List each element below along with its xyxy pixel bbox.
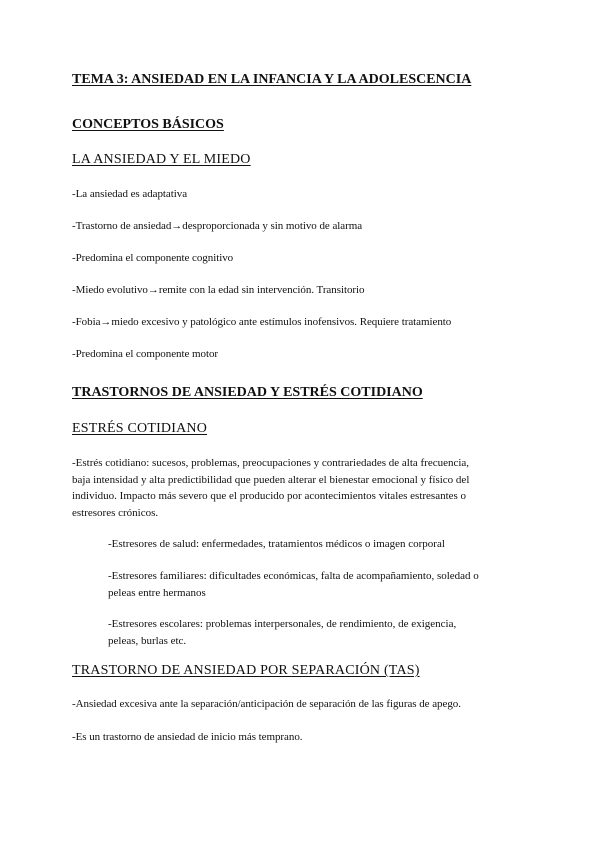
list-item: -Predomina el componente cognitivo	[72, 252, 234, 264]
paragraph-line: estresores crónicos.	[72, 506, 159, 519]
list-item: -La ansiedad es adaptativa	[72, 188, 188, 200]
list-item: -Es un trastorno de ansiedad de inicio más temprano.	[72, 731, 303, 743]
list-item: -Predomina el componente motor	[72, 348, 219, 360]
list-item: -Miedo evolutivo→remite con la edad sin intervención. Transitorio	[72, 284, 365, 296]
paragraph-line: -Estresores de salud: enfermedades, tratamientos médicos o imagen corporal	[108, 538, 445, 550]
list-item: -Trastorno de ansiedad→desproporcionada y sin motivo de alarma	[72, 220, 363, 232]
section-heading-conceptos: CONCEPTOS BÁSICOS	[72, 117, 224, 132]
paragraph-line: -Estresores familiares: dificultades económicas, falta de acompañamiento, soledad o	[108, 570, 479, 582]
paragraph-line: baja intensidad y alta predictibilidad que pueden alterar el bienestar emocional y físico del	[72, 473, 470, 486]
paragraph-line: peleas, burlas etc.	[108, 634, 187, 647]
paragraph-line: -Estrés cotidiano: sucesos, problemas, preocupaciones y contrariedades de alta frecuencia,	[72, 457, 470, 469]
paragraph-line: individuo. Impacto más severo que el producido por acontecimientos vitales estresantes o	[72, 490, 467, 502]
stressor-item-salud	[108, 536, 445, 553]
paragraph-line: peleas entre hermanos	[108, 586, 206, 599]
section-heading-trastornos: TRASTORNOS DE ANSIEDAD Y ESTRÉS COTIDIANO	[72, 385, 423, 400]
stressor-item-escolares	[108, 616, 456, 649]
definition-paragraph	[72, 455, 469, 521]
paragraph-line: -Estresores escolares: problemas interpersonales, de rendimiento, de exigencia,	[108, 618, 457, 630]
subheading-tas: TRASTORNO DE ANSIEDAD POR SEPARACIÓN (TAS)	[72, 663, 420, 678]
document-title: TEMA 3: ANSIEDAD EN LA INFANCIA Y LA ADOLESCENCIA	[72, 72, 472, 87]
stressor-item-familiares	[108, 568, 479, 601]
subheading-estres-cotidiano: ESTRÉS COTIDIANO	[72, 421, 208, 436]
list-item: -Fobia→miedo excesivo y patológico ante estímulos inofensivos. Requiere tratamiento	[72, 316, 452, 328]
list-item: -Ansiedad excesiva ante la separación/anticipación de separación de las figuras de apego.	[72, 698, 461, 710]
subheading-ansiedad-miedo: LA ANSIEDAD Y EL MIEDO	[72, 152, 251, 167]
